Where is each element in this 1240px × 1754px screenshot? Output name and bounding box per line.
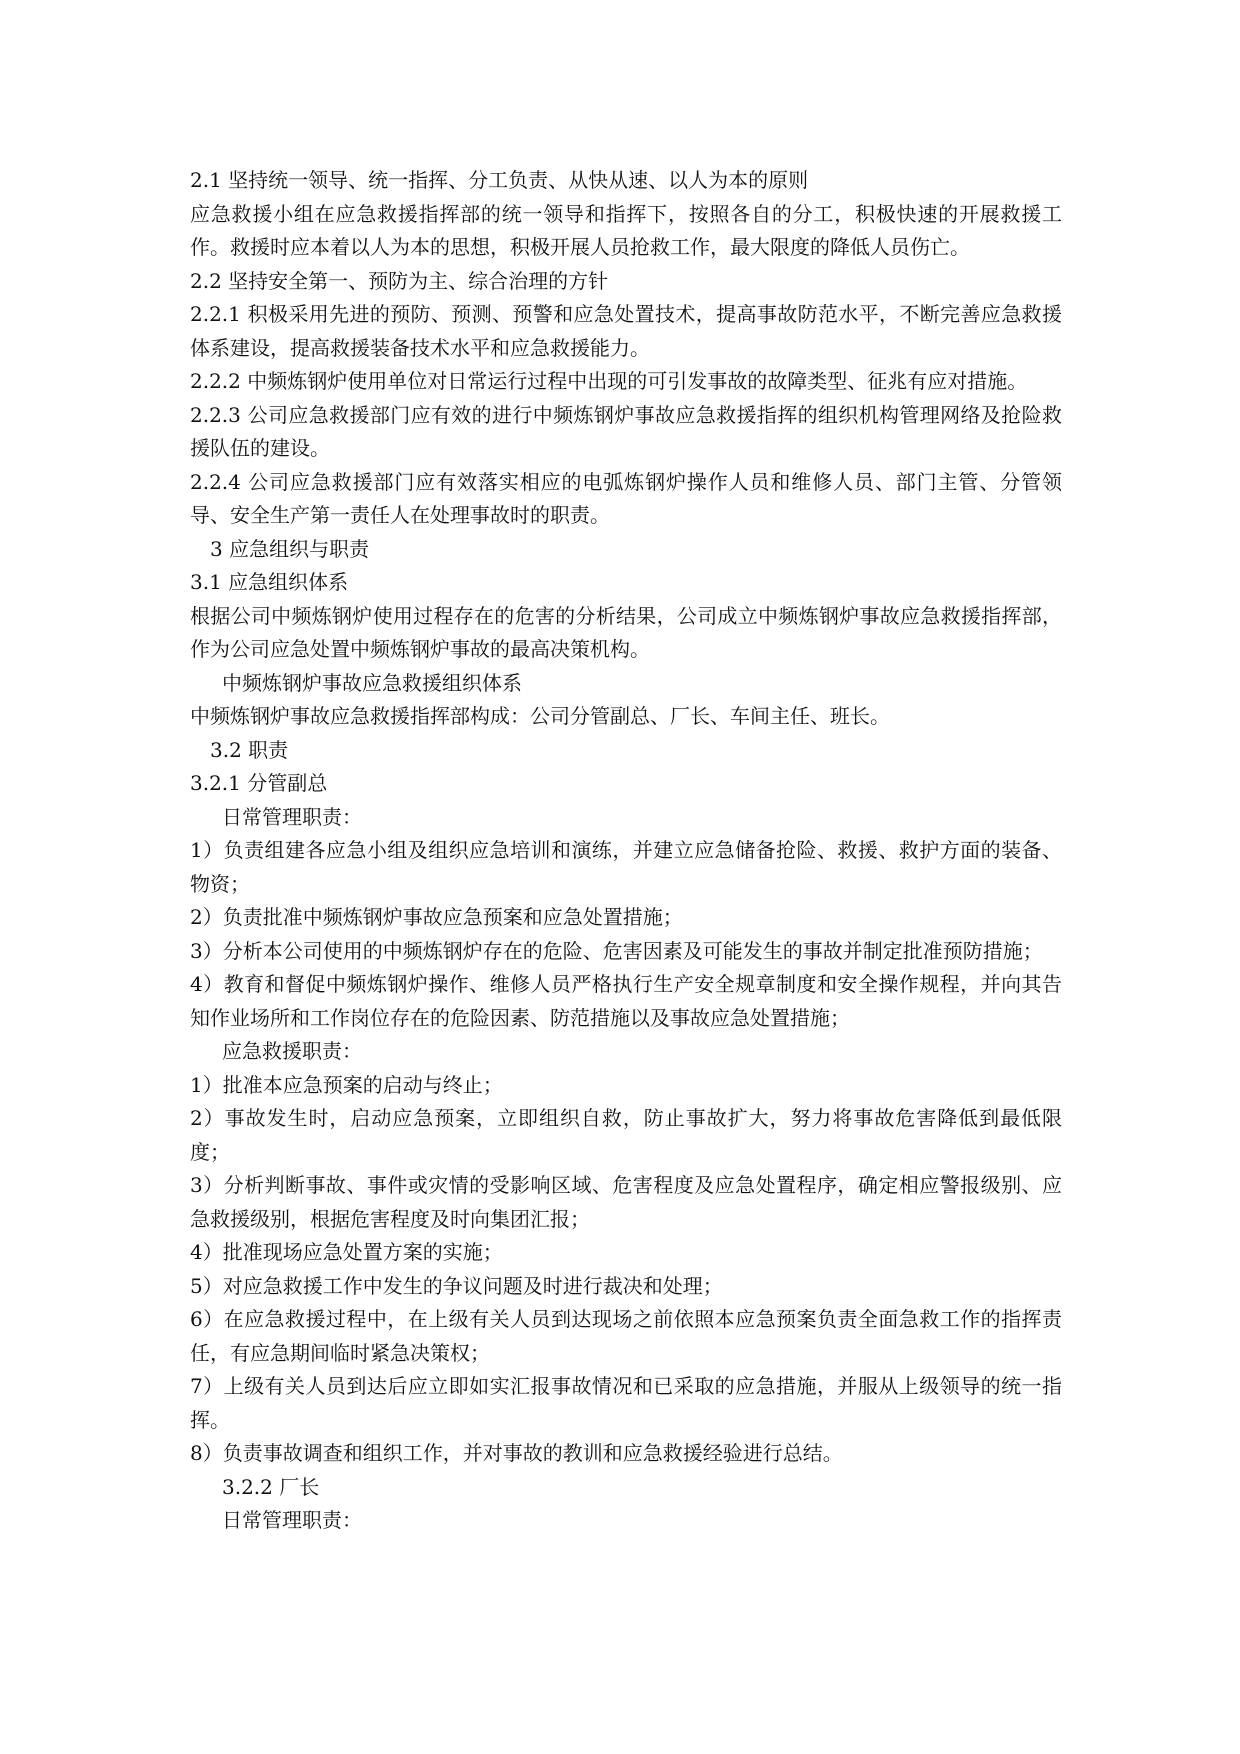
paragraph: 2.2 坚持安全第一、预防为主、综合治理的方针 [190,268,609,293]
document-body [190,164,1062,1538]
paragraph: 3.2.2 厂长 [222,1474,320,1499]
paragraph: 3）分析判断事故、事件或灾情的受影响区域、危害程度及应急处置程序，确定相应警报级别、应急救援级别，根据危害程度及时向集团汇报； [190,1173,1062,1231]
paragraph: 应急救援职责： [222,1039,362,1063]
paragraph: 日常管理职责： [222,804,362,829]
paragraph: 4）批准现场应急处置方案的实施； [190,1240,503,1264]
paragraph: 3.2.1 分管副总 [190,771,328,795]
paragraph: 中频炼钢炉事故应急救援指挥部构成：公司分管副总、厂长、车间主任、班长。 [190,704,890,728]
paragraph: 3.1 应急组织体系 [190,570,349,594]
paragraph: 3.2 职责 [210,737,289,762]
paragraph: 2）事故发生时，启动应急预案，立即组织自救，防止事故扩大，努力将事故危害降低到最低限度； [190,1106,1062,1164]
paragraph: 2.2.1 积极采用先进的预防、预测、预警和应急处置技术，提高事故防范水平，不断完善应急救援体系建设，提高救援装备技术水平和应急救援能力。 [190,302,1062,360]
paragraph: 2.2.3 公司应急救援部门应有效的进行中频炼钢炉事故应急救援指挥的组织机构管理网络及抢险救援队伍的建设。 [190,402,1062,460]
paragraph: 1）负责组建各应急小组及组织应急培训和演练，并建立应急储备抢险、救援、救护方面的装备、物资； [190,838,1062,896]
paragraph: 3 应急组织与职责 [210,536,370,561]
paragraph: 根据公司中频炼钢炉使用过程存在的危害的分析结果，公司成立中频炼钢炉事故应急救援指挥部，作为公司应急处置中频炼钢炉事故的最高决策机构。 [190,603,1062,661]
paragraph: 3）分析本公司使用的中频炼钢炉存在的危险、危害因素及可能发生的事故并制定批准预防措施； [190,938,1043,963]
paragraph: 4）教育和督促中频炼钢炉操作、维修人员严格执行生产安全规章制度和安全操作规程，并向其告知作业场所和工作岗位存在的危险因素、防范措施以及事故应急处置措施； [190,972,1062,1030]
paragraph: 2.2.2 中频炼钢炉使用单位对日常运行过程中出现的可引发事故的故障类型、征兆有应对措施。 [190,369,1028,393]
paragraph: 6）在应急救援过程中，在上级有关人员到达现场之前依照本应急预案负责全面急救工作的指挥责任，有应急期间临时紧急决策权； [190,1307,1062,1365]
paragraph: 中频炼钢炉事故应急救援组织体系 [222,670,522,695]
paragraph: 5）对应急救援工作中发生的争议问题及时进行裁决和处理； [190,1273,723,1298]
paragraph: 8）负责事故调查和组织工作，并对事故的教训和应急救援经验进行总结。 [190,1441,843,1465]
paragraph: 应急救援小组在应急救援指挥部的统一领导和指挥下，按照各自的分工，积极快速的开展救援工作。救援时应本着以人为本的思想，积极开展人员抢救工作，最大限度的降低人员伤亡。 [190,201,1062,259]
paragraph: 2.2.4 公司应急救援部门应有效落实相应的电弧炼钢炉操作人员和维修人员、部门主管、分管领导、安全生产第一责任人在处理事故时的职责。 [190,469,1062,527]
paragraph: 2.1 坚持统一领导、统一指挥、分工负责、从快从速、以人为本的原则 [190,168,809,192]
paragraph: 日常管理职责： [222,1508,362,1532]
paragraph: 2）负责批准中频炼钢炉事故应急预案和应急处置措施； [190,905,683,929]
paragraph: 7）上级有关人员到达后应立即如实汇报事故情况和已采取的应急措施，并服从上级领导的统一指挥。 [190,1374,1062,1432]
paragraph: 1）批准本应急预案的启动与终止； [190,1072,503,1097]
